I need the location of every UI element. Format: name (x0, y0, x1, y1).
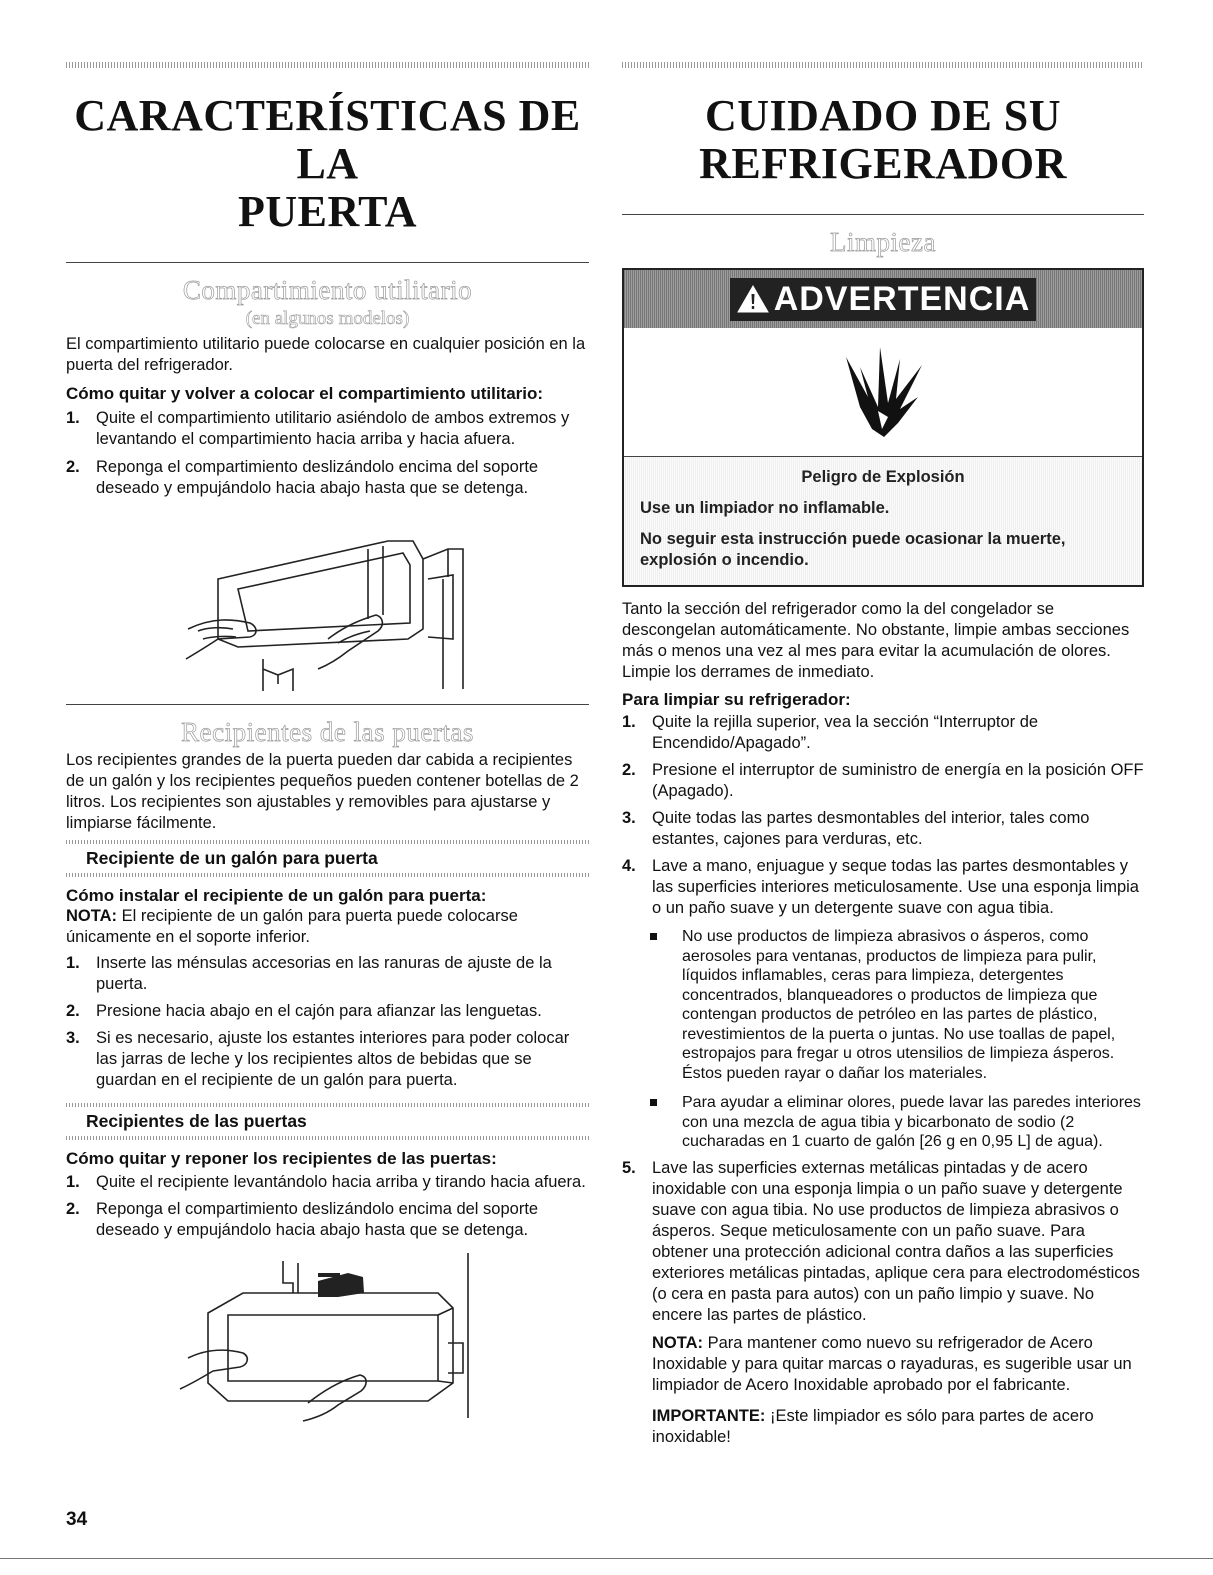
list-item: 5. Lave las superficies externas metálicas pintadas y de acero inoxidable con una esponja limpia o un paño suave y detergente suave con agua tibia. No use productos de limpieza abrasivos o ásperos. Seque meticulosamente con un paño suave. Para obtener una protección adicional contra daños a las superficies exteriores metálicas pintadas, aplique cera para electrodomésticos (o cera en pasta para autos) con un paño limpio y suave. No encere las partes de plástico. NOTA: Para mantener como nuevo su refrigerador de Acero Inoxidable y para quitar marcas o rayaduras, es sugerible usar un limpiador de Acero Inoxidable aprobado por el fabricante. IMPORTANTE: ¡Este limpiador es sólo para partes de acero inoxidable! (622, 1158, 1144, 1448)
title-line-2: PUERTA (237, 187, 418, 236)
warning-text (624, 457, 1142, 585)
title-line-2: REFRIGERADOR (699, 139, 1067, 188)
cleaning-bullets (648, 927, 1144, 1152)
door-bins-band: Recipientes de las puertas (86, 1111, 307, 1131)
warning-label: ADVERTENCIA (773, 279, 1031, 318)
explosion-icon-area (624, 328, 1142, 457)
door-bins-steps (66, 1172, 589, 1241)
door-bins-subheading: Cómo quitar y reponer los recipientes de las puertas: (66, 1149, 497, 1168)
warning-line-2: No seguir esta instrucción puede ocasionar la muerte, explosión o incendio. (640, 530, 1066, 569)
gallon-bin-band: Recipiente de un galón para puerta (86, 848, 378, 868)
warning-header (624, 270, 1142, 328)
right-column (622, 62, 1144, 1448)
list-item: Para ayudar a eliminar olores, puede lavar las paredes interiores con una mezcla de agua tibia y bicarbonato de sodio (2 cucharadas en 1 cuarto de galón [26 g en 0,95 L] de agua). (648, 1093, 1144, 1152)
bins-intro: Los recipientes grandes de la puerta pueden dar cabida a recipientes de un galón y los recipientes pequeños pueden contener botellas de 2 litros. Los recipientes son ajustables y removibles para ajustarse y limpiarse fácilmente. (66, 751, 579, 832)
utility-steps (66, 408, 589, 499)
utility-intro: El compartimiento utilitario puede colocarse en cualquier posición en la puerta del refrigerador. (66, 335, 586, 374)
list-item: 1. Quite la rejilla superior, vea la sección “Interruptor de Encendido/Apagado”. (622, 713, 1039, 752)
list-item: 4. Lave a mano, enjuague y seque todas las partes desmontables y las superficies interiores meticulosamente. Use una esponja limpia o un paño suave y un detergente suave con agua tibia. No use productos de limpieza abrasivos o ásperos, como aerosoles para ventanas, productos de limpieza para pulir, líquidos inflamables, ceras para limpieza, detergentes concentrados, blanqueadores o productos de limpieza que contengan productos de petróleo en las partes de plástico, revestimientos de la puerta o juntas. No use toallas de papel, estropajos para fregar u otros utensilios de limpieza ásperos. Éstos pueden rayar o dañar los materiales. Para ayudar a eliminar olores, puede lavar las paredes interiores con una mezcla de agua tibia y bicarbonato de sodio (2 cucharadas en 1 cuarto de galón [26 g en 0,95 L] de agua). (622, 856, 1144, 1152)
list-item: 2. Presione hacia abajo en el cajón para afianzar las lenguetas. (66, 1002, 542, 1020)
list-item: 2. Reponga el compartimiento deslizándolo encima del soporte deseado y empujándolo hacia abajo hasta que se detenga. (66, 1200, 539, 1239)
steel-note: NOTA: Para mantener como nuevo su refrigerador de Acero Inoxidable y para quitar marcas o rayaduras, es sugerible usar un limpiador de Acero Inoxidable aprobado por el fabricante. (652, 1333, 1132, 1394)
utility-heading: Compartimiento utilitario (182, 275, 473, 305)
list-item: 1. Inserte las ménsulas accesorias en las ranuras de ajuste de la puerta. (66, 954, 552, 993)
list-item: 1. Quite el recipiente levantándolo hacia arriba y tirando hacia afuera. (66, 1173, 586, 1191)
hazard-title: Peligro de Explosión (801, 468, 965, 486)
page-number: 34 (66, 1509, 88, 1530)
warning-triangle-icon (736, 284, 770, 314)
cleaning-subheading: Para limpiar su refrigerador: (622, 690, 851, 709)
gallon-subheading: Cómo instalar el recipiente de un galón para puerta: (66, 886, 487, 905)
utility-subheading: Cómo quitar y volver a colocar el compartimiento utilitario: (66, 384, 544, 403)
band-divider (66, 1136, 589, 1140)
cleaning-intro: Tanto la sección del refrigerador como la del congelador se descongelan automáticamente. No obstante, limpie ambas secciones más o menos una vez al mes para evitar la acumulación de olores. Limpie los derrames de inmediato. (622, 600, 1130, 681)
warning-line-1: Use un limpiador no inflamable. (640, 499, 890, 517)
cleaning-steps (622, 712, 1144, 1448)
list-item: 1. Quite el compartimiento utilitario asiéndolo de ambos extremos y levantando el compartimiento hacia arriba y hacia afuera. (66, 409, 570, 448)
list-item: No use productos de limpieza abrasivos o ásperos, como aerosoles para ventanas, productos de limpieza para pulir, líquidos inflamables, ceras para limpieza, detergentes concentrados, blanqueadores o productos de limpieza que contengan productos de petróleo en las partes de plástico, revestimientos de la puerta o juntas. No use toallas de papel, estropajos para fregar u otros utensilios de limpieza ásperos. Éstos pueden rayar o dañar los materiales. (648, 927, 1144, 1083)
title-line-1: CUIDADO DE SU (704, 91, 1062, 140)
explosion-icon (838, 337, 928, 447)
list-item: 3. Quite todas las partes desmontables del interior, tales como estantes, cajones para verduras, etc. (622, 809, 1090, 848)
section-title-care (622, 92, 1144, 188)
utility-compartment-illustration (178, 519, 478, 694)
band-divider (66, 873, 589, 877)
gallon-note: NOTA: El recipiente de un galón para puerta puede colocarse únicamente en el soporte inferior. (66, 907, 518, 946)
top-divider (66, 62, 589, 68)
band-divider (66, 840, 589, 844)
important-note: IMPORTANTE: ¡Este limpiador es sólo para partes de acero inoxidable! (652, 1406, 1094, 1446)
gallon-steps (66, 953, 589, 1091)
band-divider (66, 1103, 589, 1107)
divider (66, 704, 589, 705)
cleaning-heading: Limpieza (830, 227, 936, 257)
top-divider (622, 62, 1144, 68)
list-item: 2. Presione el interruptor de suministro de energía en la posición OFF (Apagado). (622, 761, 1144, 800)
title-line-1: CARACTERÍSTICAS DE LA (74, 91, 581, 188)
bins-heading: Recipientes de las puertas (181, 717, 474, 747)
list-item: 3. Si es necesario, ajuste los estantes interiores para poder colocar las jarras de leche y los recipientes altos de bebidas que se guardan en el recipiente de un galón para puerta. (66, 1029, 570, 1089)
utility-models-note: (en algunos modelos) (245, 308, 410, 329)
divider (66, 262, 589, 263)
door-bin-illustration (168, 1253, 488, 1423)
list-item: 2. Reponga el compartimiento deslizándolo encima del soporte deseado y empujándolo hacia abajo hasta que se detenga. (66, 458, 539, 497)
left-column (66, 62, 589, 1423)
section-title-door-features (66, 92, 589, 236)
warning-box (622, 268, 1144, 587)
divider (622, 214, 1144, 215)
bottom-divider (0, 1558, 1213, 1559)
